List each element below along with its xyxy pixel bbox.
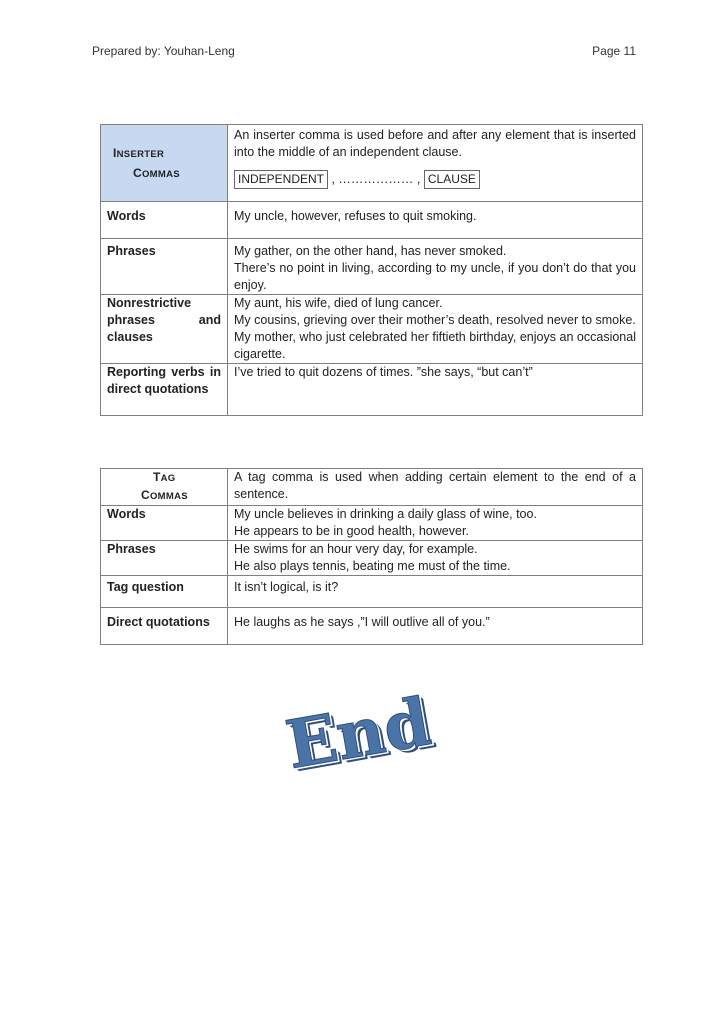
inserter-commas-title: INSERTER COMMAS [101, 125, 228, 202]
header-author: Prepared by: Youhan-Leng [92, 44, 235, 58]
example-line: My gather, on the other hand, has never smoked. [234, 244, 507, 258]
table-row [101, 608, 643, 645]
table-row [101, 295, 643, 364]
tag-intro-text: A tag comma is used when adding certain element to the end of a sentence. [234, 470, 636, 501]
row-label: Words [101, 506, 228, 541]
table-row [101, 125, 643, 202]
example-line: My uncle, however, refuses to quit smoking. [234, 209, 477, 223]
pattern-middle: , ……………… , [328, 172, 421, 186]
inserter-intro-text: An inserter comma is used before and after any element that is inserted into the middle of an independent clause. [234, 128, 636, 159]
table-row [101, 541, 643, 576]
example-line: I’ve tried to quit dozens of times. ”she says, “but can’t” [234, 365, 533, 379]
clause-box: CLAUSE [424, 170, 480, 189]
table-row [101, 469, 643, 506]
page-number: Page 11 [592, 44, 636, 58]
inserter-commas-table [100, 124, 643, 416]
table-row [101, 364, 643, 416]
table-row [101, 239, 643, 295]
row-label: Reporting verbs in direct quotations [101, 364, 228, 416]
example-line: There’s no point in living, according to my uncle, if you don’t do that you enjoy. [234, 261, 636, 292]
example-line: He also plays tennis, beating me must of the time. [234, 559, 511, 573]
row-label: Tag question [101, 576, 228, 608]
page-header [92, 44, 636, 58]
row-label: Words [101, 202, 228, 239]
example-line: My aunt, his wife, died of lung cancer. [234, 296, 443, 310]
example-line: It isn’t logical, is it? [234, 580, 339, 594]
end-wordart: End [280, 682, 437, 785]
example-line: He swims for an hour very day, for example. [234, 542, 478, 556]
example-line: My mother, who just celebrated her fiftieth birthday, enjoys an occasional cigarette. [234, 330, 636, 361]
example-line: He laughs as he says ,”I will outlive all of you.” [234, 615, 490, 629]
row-label: Nonrestrictive phrases and clauses [101, 295, 228, 364]
table-row [101, 202, 643, 239]
pattern-line [234, 170, 636, 189]
row-label: Direct quotations [101, 608, 228, 645]
tag-commas-table [100, 468, 643, 645]
inserter-intro-cell [228, 125, 643, 202]
example-line: He appears to be in good health, however. [234, 524, 469, 538]
independent-box: INDEPENDENT [234, 170, 328, 189]
tag-intro-cell [228, 469, 643, 506]
example-line: My uncle believes in drinking a daily glass of wine, too. [234, 507, 537, 521]
example-line: My cousins, grieving over their mother’s death, resolved never to smoke. [234, 313, 636, 327]
tag-commas-title: TAG COMMAS [101, 469, 228, 506]
row-label: Phrases [101, 541, 228, 576]
row-label: Phrases [101, 239, 228, 295]
table-row [101, 506, 643, 541]
table-row [101, 576, 643, 608]
